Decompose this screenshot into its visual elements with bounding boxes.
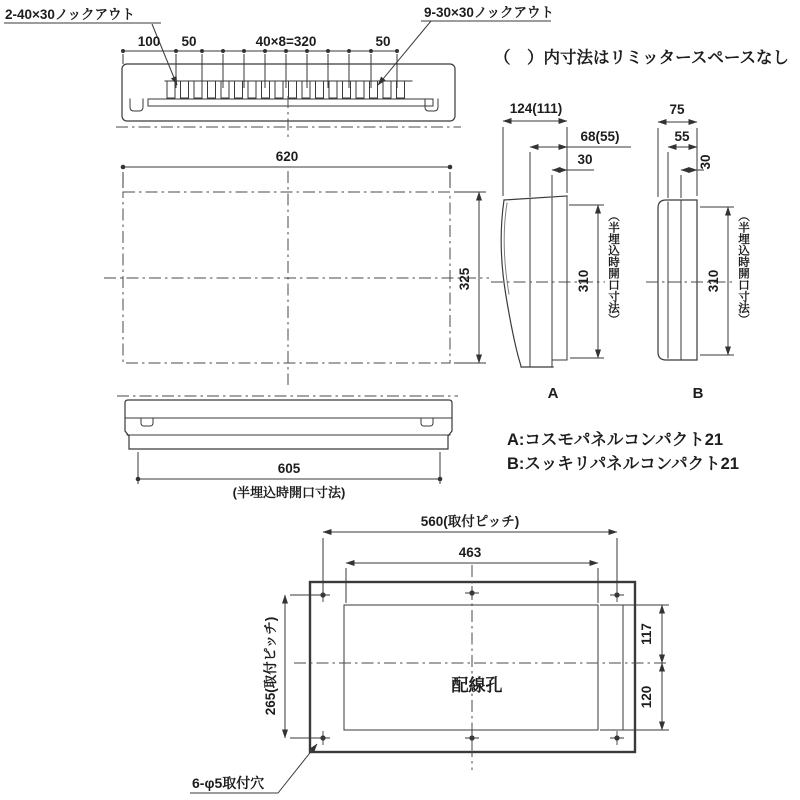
- wiring-hole-label: 配線孔: [451, 676, 503, 695]
- dim-30: 30: [698, 154, 713, 170]
- extension-lines-620: [123, 172, 450, 188]
- profile-front-curve: [501, 200, 553, 367]
- dim-117: 117: [639, 623, 654, 645]
- extension-lines-265: [290, 595, 319, 738]
- knockout-label-left: 2-40×30ノックアウト: [5, 7, 135, 22]
- dim-310: 310: [576, 269, 591, 293]
- dim-605: 605: [277, 461, 301, 476]
- top-view: [4, 5, 554, 138]
- mount-holes-label: 6-φ5取付穴: [192, 775, 265, 791]
- dim-310: 310: [706, 269, 721, 293]
- dim-265: 265(取付ピッチ): [263, 616, 278, 716]
- dim-325: 325: [457, 267, 472, 291]
- dim-68: 68(55): [580, 129, 620, 144]
- dim-100: 100: [137, 34, 161, 49]
- rail-bar: [148, 99, 433, 106]
- limiter-note: （ ）内寸法はリミッタースペースなし: [494, 49, 790, 67]
- dim-124: 124(111): [509, 101, 563, 116]
- legend-line-a: A:コスモパネルコンパクト21: [507, 431, 724, 449]
- bottom-view-outline: [125, 400, 452, 449]
- extension-lines: [503, 127, 567, 197]
- opening-caption: (半埋込時開口寸法): [232, 485, 346, 500]
- side-view-a: [491, 101, 631, 402]
- legend-line-b: B:スッキリパネルコンパクト21: [507, 455, 739, 473]
- dim-463: 463: [458, 545, 482, 560]
- corner-tabs: [141, 418, 433, 426]
- dim-560: 560(取付ピッチ): [420, 514, 520, 529]
- profile-front-sketch: [504, 203, 509, 294]
- mount-view: [190, 513, 669, 793]
- dim-620: 620: [275, 149, 299, 164]
- leader-right: [378, 21, 431, 85]
- mounting-holes: [316, 586, 624, 745]
- leader-mount-holes: [278, 744, 317, 793]
- wiring-hole-outline: [344, 605, 598, 730]
- legend: [507, 430, 739, 473]
- dim-55: 55: [674, 129, 690, 144]
- dim-120: 120: [639, 685, 654, 709]
- profile-outline: [658, 200, 697, 360]
- front-view: [104, 149, 489, 385]
- dim-75: 75: [669, 102, 685, 117]
- dim-50-left: 50: [181, 34, 197, 49]
- profile-top: [504, 196, 567, 200]
- view-label-a: A: [547, 385, 559, 402]
- dim-50-right: 50: [375, 34, 391, 49]
- corner-tabs: [130, 99, 438, 111]
- profile-inner-lines: [668, 200, 681, 360]
- side-view-b: [646, 102, 751, 402]
- dim-30: 30: [577, 152, 593, 167]
- bottom-view: [117, 396, 458, 500]
- opening-caption-vertical: （半埋込時開口寸法）: [737, 210, 749, 325]
- view-label-b: B: [692, 385, 704, 402]
- knockout-label-right: 9-30×30ノックアウト: [424, 5, 554, 20]
- dim-40x8: 40×8=320: [255, 34, 317, 49]
- opening-caption-vertical: （半埋込時開口寸法）: [607, 210, 619, 325]
